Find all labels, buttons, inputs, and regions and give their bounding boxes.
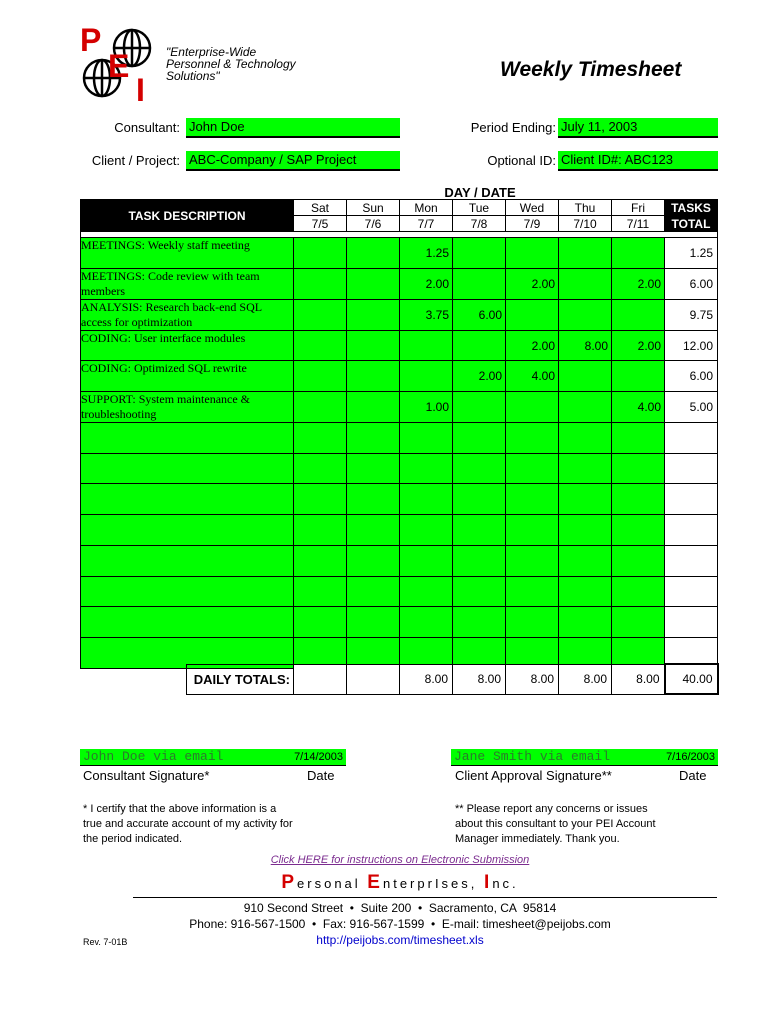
hours-cell[interactable] — [453, 238, 506, 269]
hours-cell[interactable] — [347, 268, 400, 299]
hours-cell[interactable]: 6.00 — [453, 299, 506, 330]
hours-cell[interactable] — [559, 423, 612, 454]
day-date-label: DAY / DATE — [444, 185, 516, 200]
hours-cell[interactable] — [506, 423, 559, 454]
task-total-cell: 12.00 — [665, 330, 718, 361]
hours-cell[interactable] — [294, 330, 347, 361]
table-row — [81, 453, 718, 484]
hours-cell[interactable]: 2.00 — [453, 361, 506, 392]
table-row — [81, 330, 718, 361]
hours-cell[interactable] — [506, 515, 559, 546]
hours-cell[interactable]: 4.00 — [506, 361, 559, 392]
task-description-cell[interactable]: CODING: User interface modules — [81, 330, 294, 361]
consultant-signature-label: Consultant Signature* — [83, 768, 210, 783]
day-header: Tue — [453, 200, 506, 216]
day-header: Sun — [347, 200, 400, 216]
client-project-field[interactable]: ABC-Company / SAP Project — [186, 151, 400, 171]
grand-total-cell: 40.00 — [665, 664, 718, 694]
date-header: 7/6 — [347, 216, 400, 232]
hours-cell[interactable] — [294, 484, 347, 515]
client-date-label: Date — [679, 768, 707, 783]
task-total-cell — [665, 576, 718, 607]
hours-cell[interactable]: 2.00 — [506, 330, 559, 361]
hours-cell[interactable] — [559, 545, 612, 576]
hours-cell[interactable] — [347, 238, 400, 269]
hours-cell[interactable] — [453, 607, 506, 638]
task-description-cell[interactable] — [81, 607, 294, 638]
company-address: 910 Second Street • Suite 200 • Sacramento, CA 95814 — [243, 901, 557, 915]
hours-cell[interactable] — [347, 515, 400, 546]
task-description-cell[interactable] — [81, 576, 294, 607]
hours-cell[interactable] — [612, 299, 665, 330]
hours-cell[interactable] — [612, 361, 665, 392]
pei-logo — [80, 22, 160, 108]
task-description-cell[interactable] — [81, 453, 294, 484]
hours-cell[interactable] — [400, 576, 453, 607]
hours-cell[interactable] — [506, 607, 559, 638]
table-row — [81, 515, 718, 546]
daily-total-cell: 8.00 — [506, 664, 559, 694]
hours-cell[interactable] — [612, 576, 665, 607]
hours-cell[interactable] — [453, 515, 506, 546]
consultant-signature-name: John Doe via email — [83, 749, 224, 764]
consultant-field[interactable]: John Doe — [186, 118, 400, 138]
hours-cell[interactable] — [453, 392, 506, 423]
hours-cell[interactable] — [347, 576, 400, 607]
page-title: Weekly Timesheet — [500, 58, 682, 81]
hours-cell[interactable] — [559, 361, 612, 392]
hours-cell[interactable]: 2.00 — [612, 330, 665, 361]
electronic-submission-link[interactable]: Click HERE for instructions on Electronic Submission — [270, 854, 530, 866]
hours-cell[interactable] — [612, 423, 665, 454]
hours-cell[interactable] — [347, 423, 400, 454]
hours-cell[interactable]: 1.00 — [400, 392, 453, 423]
client-signature-date: 7/16/2003 — [666, 751, 715, 763]
task-description-cell[interactable]: SUPPORT: System maintenance & troubleshooting — [81, 392, 294, 423]
task-total-cell — [665, 423, 718, 454]
hours-cell[interactable] — [612, 545, 665, 576]
table-row — [81, 361, 718, 392]
day-header: Thu — [559, 200, 612, 216]
logo-letter-i: I — [136, 72, 145, 108]
hours-cell[interactable] — [559, 299, 612, 330]
hours-cell[interactable]: 1.25 — [400, 238, 453, 269]
consultant-date-label: Date — [307, 768, 335, 783]
timesheet-url-link[interactable]: http://peijobs.com/timesheet.xls — [316, 933, 484, 947]
task-total-cell — [665, 453, 718, 484]
client-project-label: Client / Project: — [91, 153, 180, 168]
hours-cell[interactable] — [506, 545, 559, 576]
hours-cell[interactable] — [506, 576, 559, 607]
hours-cell[interactable] — [506, 453, 559, 484]
hours-cell[interactable] — [294, 238, 347, 269]
optional-id-label: Optional ID: — [487, 153, 556, 168]
hours-cell[interactable] — [612, 238, 665, 269]
table-row — [81, 238, 718, 269]
table-row — [81, 545, 718, 576]
task-description-header: TASK DESCRIPTION — [81, 200, 294, 232]
task-total-cell: 1.25 — [665, 238, 718, 269]
hours-cell[interactable] — [347, 392, 400, 423]
hours-cell[interactable] — [612, 484, 665, 515]
hours-cell[interactable] — [453, 453, 506, 484]
footer-divider — [133, 897, 717, 898]
task-description-cell[interactable] — [81, 545, 294, 576]
day-header: Wed — [506, 200, 559, 216]
client-signature-name: Jane Smith via email — [454, 749, 611, 764]
hours-cell[interactable] — [612, 515, 665, 546]
hours-cell[interactable] — [506, 299, 559, 330]
daily-total-cell: 8.00 — [612, 664, 665, 694]
task-description-cell[interactable] — [81, 423, 294, 454]
hours-cell[interactable]: 3.75 — [400, 299, 453, 330]
date-header: 7/5 — [294, 216, 347, 232]
hours-cell[interactable] — [294, 299, 347, 330]
tagline-line: "Enterprise-Wide — [166, 45, 257, 59]
hours-cell[interactable] — [559, 238, 612, 269]
task-total-cell: 5.00 — [665, 392, 718, 423]
hours-cell[interactable] — [400, 361, 453, 392]
hours-cell[interactable] — [347, 545, 400, 576]
hours-cell[interactable] — [506, 238, 559, 269]
company-cap: I — [484, 872, 493, 893]
daily-total-cell: 8.00 — [400, 664, 453, 694]
company-name — [200, 872, 600, 894]
revision-label: Rev. 7-01B — [83, 937, 128, 947]
hours-cell[interactable] — [400, 453, 453, 484]
task-total-cell: 9.75 — [665, 299, 718, 330]
tasks-total-header: TASKS — [665, 200, 718, 216]
company-contact: Phone: 916-567-1500 • Fax: 916-567-1599 • E-mail: timesheet@peijobs.com — [189, 917, 611, 931]
task-total-cell: 6.00 — [665, 268, 718, 299]
hours-cell[interactable] — [559, 484, 612, 515]
hours-cell[interactable] — [400, 545, 453, 576]
table-row — [81, 607, 718, 638]
daily-total-cell — [294, 664, 347, 694]
hours-cell[interactable] — [453, 268, 506, 299]
company-cap: E — [367, 872, 383, 893]
task-description-cell[interactable]: ANALYSIS: Research back-end SQL access for optimization — [81, 299, 294, 330]
daily-total-cell: 8.00 — [559, 664, 612, 694]
hours-cell[interactable]: 4.00 — [612, 392, 665, 423]
tasks-total-header-2: TOTAL — [665, 216, 718, 232]
hours-cell[interactable] — [453, 484, 506, 515]
daily-total-cell — [347, 664, 400, 694]
hours-cell[interactable] — [347, 299, 400, 330]
period-ending-field[interactable]: July 11, 2003 — [558, 118, 718, 138]
period-ending-label: Period Ending: — [470, 120, 556, 135]
task-total-cell: 6.00 — [665, 361, 718, 392]
hours-cell[interactable] — [294, 576, 347, 607]
daily-total-cell: 8.00 — [453, 664, 506, 694]
hours-cell[interactable] — [347, 453, 400, 484]
hours-cell[interactable] — [294, 607, 347, 638]
consultant-signature-field[interactable] — [80, 749, 346, 766]
hours-cell[interactable] — [559, 453, 612, 484]
tagline-line: Solutions" — [166, 69, 220, 83]
day-header: Fri — [612, 200, 665, 216]
hours-cell[interactable] — [294, 392, 347, 423]
table-row — [81, 576, 718, 607]
table-row — [81, 268, 718, 299]
task-description-cell[interactable]: CODING: Optimized SQL rewrite — [81, 361, 294, 392]
hours-cell[interactable] — [294, 515, 347, 546]
company-cap: P — [281, 872, 298, 893]
hours-cell[interactable] — [453, 576, 506, 607]
table-row — [81, 484, 718, 515]
concerns-note: ** Please report any concerns or issues about this consultant to your PEI Account Manager immediately. Thank you. — [455, 803, 656, 845]
task-total-cell — [665, 607, 718, 638]
task-description-cell[interactable]: MEETINGS: Weekly staff meeting — [81, 238, 294, 269]
day-header: Mon — [400, 200, 453, 216]
hours-cell[interactable] — [294, 453, 347, 484]
hours-cell[interactable] — [612, 607, 665, 638]
consultant-label: Consultant: — [114, 120, 180, 135]
date-header: 7/8 — [453, 216, 506, 232]
hours-cell[interactable] — [294, 545, 347, 576]
hours-cell[interactable]: 2.00 — [612, 268, 665, 299]
company-word: ersonal — [297, 876, 361, 891]
day-header: Sat — [294, 200, 347, 216]
date-header: 7/7 — [400, 216, 453, 232]
hours-cell[interactable] — [294, 423, 347, 454]
date-header: 7/9 — [506, 216, 559, 232]
company-word: nterprIses, — [382, 876, 478, 891]
daily-totals-label: DAILY TOTALS: — [187, 664, 294, 694]
client-signature-label: Client Approval Signature** — [455, 768, 612, 783]
hours-cell[interactable] — [400, 607, 453, 638]
hours-cell[interactable] — [400, 484, 453, 515]
hours-cell[interactable] — [400, 515, 453, 546]
hours-cell[interactable] — [347, 607, 400, 638]
hours-cell[interactable] — [347, 361, 400, 392]
hours-cell[interactable] — [347, 330, 400, 361]
hours-cell[interactable] — [559, 607, 612, 638]
hours-cell[interactable] — [506, 484, 559, 515]
daily-totals-table — [186, 663, 719, 695]
table-row — [81, 423, 718, 454]
certification-note: * I certify that the above information is a true and accurate account of my activity for the period indicated. — [83, 803, 293, 845]
hours-cell[interactable] — [453, 423, 506, 454]
hours-cell[interactable] — [347, 484, 400, 515]
hours-cell[interactable] — [506, 392, 559, 423]
hours-cell[interactable]: 2.00 — [400, 268, 453, 299]
table-row — [81, 392, 718, 423]
hours-cell[interactable] — [559, 392, 612, 423]
tagline-line: Personnel & Technology — [166, 57, 296, 71]
hours-cell[interactable] — [559, 515, 612, 546]
table-row — [81, 299, 718, 330]
task-total-cell — [665, 545, 718, 576]
date-header: 7/10 — [559, 216, 612, 232]
logo-letter-e: E — [108, 48, 130, 84]
tagline — [166, 46, 296, 82]
consultant-signature-date: 7/14/2003 — [294, 751, 343, 763]
hours-cell[interactable] — [294, 361, 347, 392]
hours-cell[interactable]: 2.00 — [506, 268, 559, 299]
task-description-cell[interactable] — [81, 515, 294, 546]
hours-cell[interactable]: 8.00 — [559, 330, 612, 361]
date-header: 7/11 — [612, 216, 665, 232]
hours-cell[interactable] — [559, 268, 612, 299]
hours-cell[interactable] — [453, 330, 506, 361]
task-description-cell[interactable] — [81, 484, 294, 515]
task-total-cell — [665, 484, 718, 515]
optional-id-field[interactable]: Client ID#: ABC123 — [558, 151, 718, 171]
hours-cell[interactable] — [453, 545, 506, 576]
client-signature-field[interactable] — [451, 749, 718, 766]
hours-cell[interactable] — [559, 576, 612, 607]
task-description-cell[interactable]: MEETINGS: Code review with team members — [81, 268, 294, 299]
hours-cell[interactable] — [294, 268, 347, 299]
hours-cell[interactable] — [400, 423, 453, 454]
company-word: nc. — [492, 876, 519, 891]
hours-cell[interactable] — [400, 330, 453, 361]
task-total-cell — [665, 515, 718, 546]
hours-cell[interactable] — [612, 453, 665, 484]
logo-letter-p: P — [80, 22, 102, 58]
timesheet-table — [80, 199, 718, 669]
